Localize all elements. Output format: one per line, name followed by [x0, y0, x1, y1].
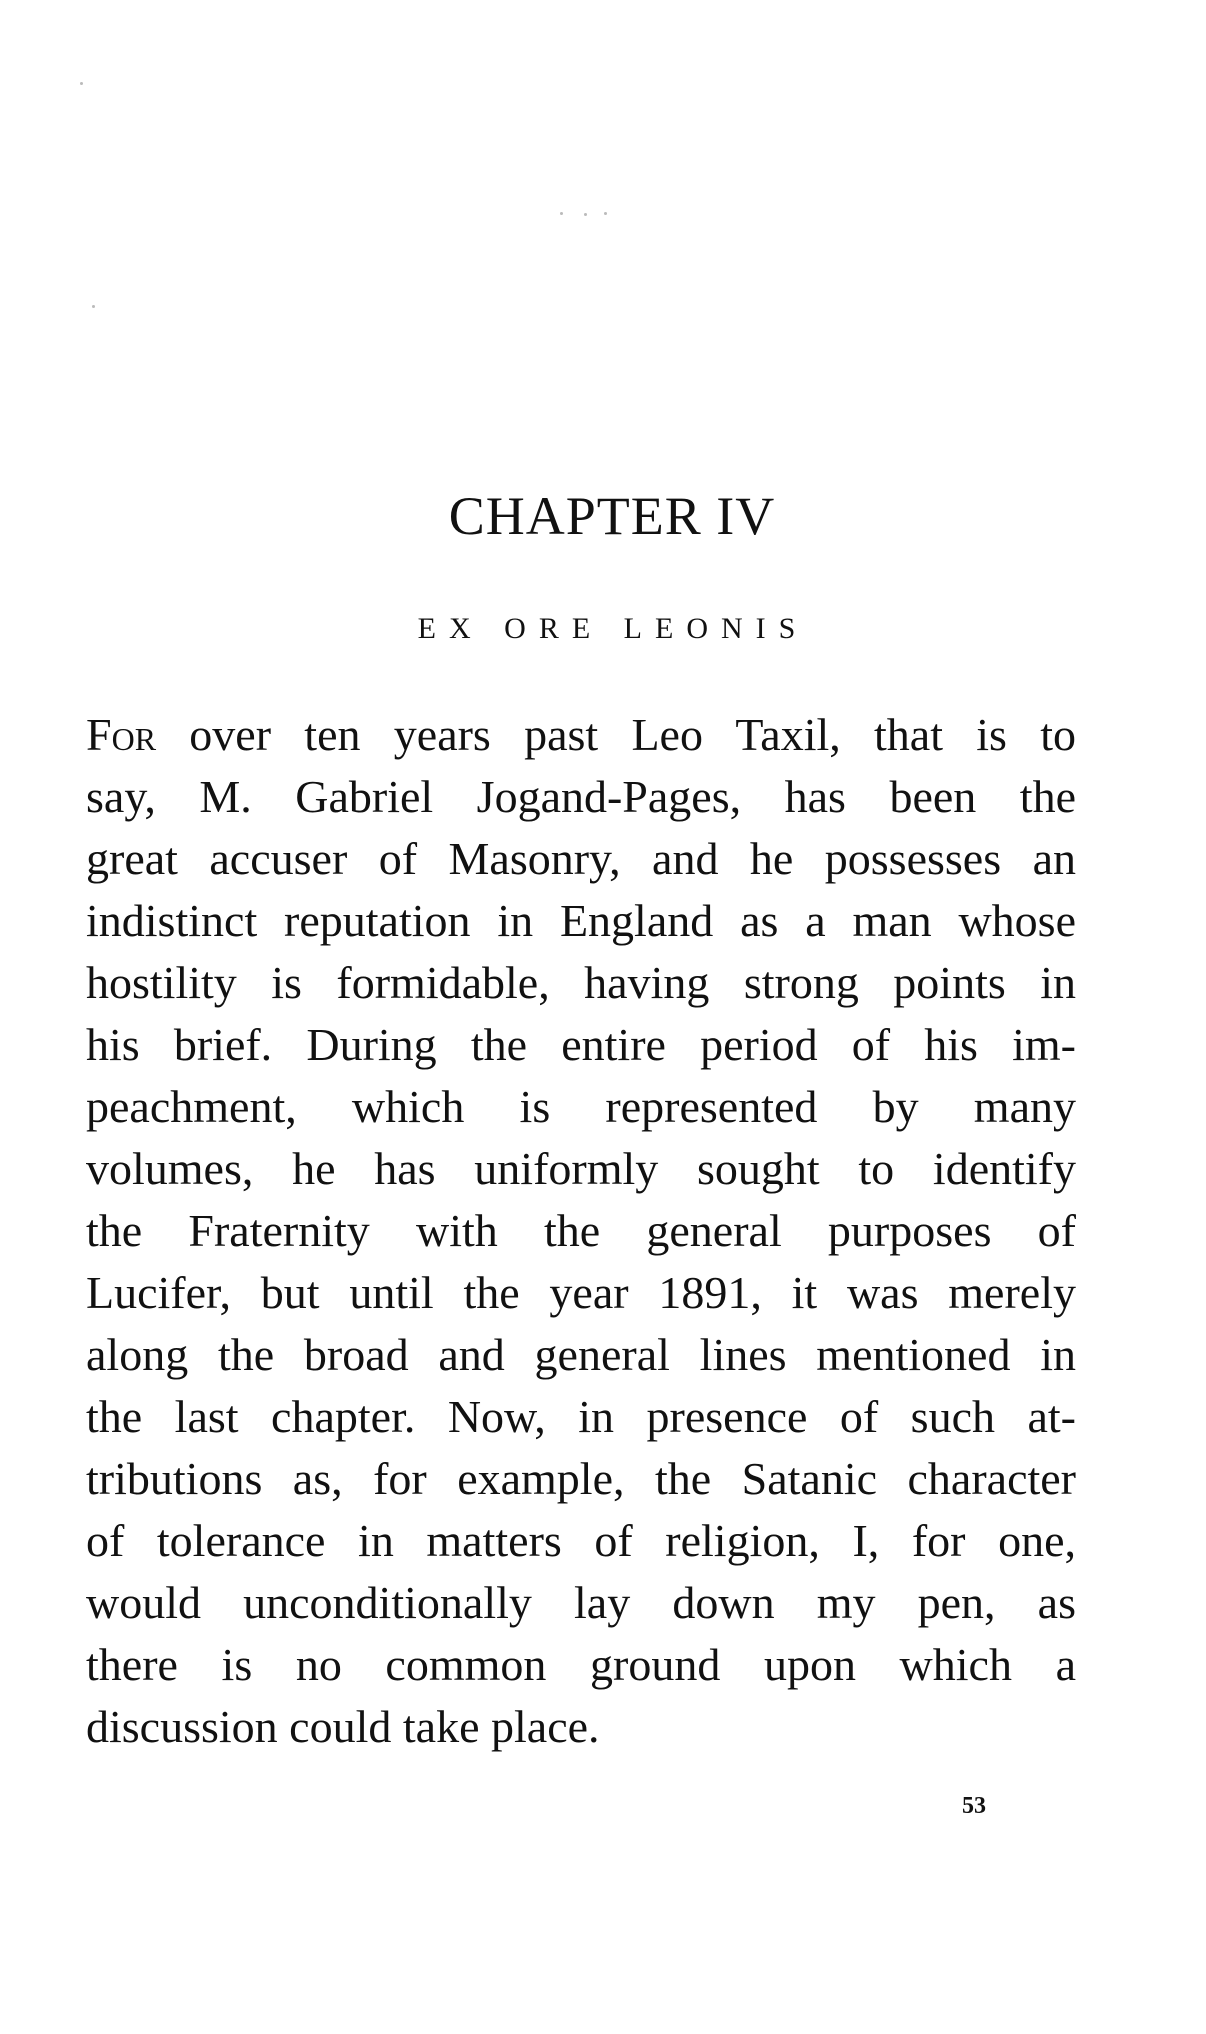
lead-word: For: [86, 709, 157, 760]
text-line: [86, 704, 1076, 766]
text-line: great accuser of Masonry, and he possesses an: [86, 833, 1076, 884]
text-line: of tolerance in matters of religion, I, for one,: [86, 1515, 1076, 1566]
text-line: his brief. During the entire period of his im-: [86, 1019, 1076, 1070]
text-line: the last chapter. Now, in presence of such at-: [86, 1391, 1076, 1442]
paper-speck: [560, 212, 563, 215]
body-paragraph: [86, 704, 1076, 1758]
text-line: Lucifer, but until the year 1891, it was merely: [86, 1267, 1076, 1318]
text-line: say, M. Gabriel Jogand-Pages, has been the: [86, 771, 1076, 822]
page-number: 53: [962, 1793, 986, 1819]
paper-speck: [80, 82, 83, 85]
text-line: along the broad and general lines mentioned in: [86, 1329, 1076, 1380]
chapter-title: CHAPTER IV: [448, 486, 776, 546]
text-line: volumes, he has uniformly sought to identify: [86, 1143, 1076, 1194]
text-line: indistinct reputation in England as a man whose: [86, 895, 1076, 946]
paper-speck: [92, 305, 95, 308]
text-line: peachment, which is represented by many: [86, 1081, 1076, 1132]
paper-speck: [604, 212, 607, 215]
text-line-content: over ten years past Leo Taxil, that is to: [156, 709, 1076, 760]
text-line: would unconditionally lay down my pen, as: [86, 1577, 1076, 1628]
text-line: tributions as, for example, the Satanic character: [86, 1453, 1076, 1504]
chapter-subtitle: EX ORE LEONIS: [417, 612, 809, 645]
text-line: there is no common ground upon which a: [86, 1639, 1076, 1690]
paper-speck: [584, 213, 587, 216]
text-line: the Fraternity with the general purposes of: [86, 1205, 1076, 1256]
text-line: hostility is formidable, having strong points in: [86, 957, 1076, 1008]
text-line: discussion could take place.: [86, 1701, 600, 1752]
